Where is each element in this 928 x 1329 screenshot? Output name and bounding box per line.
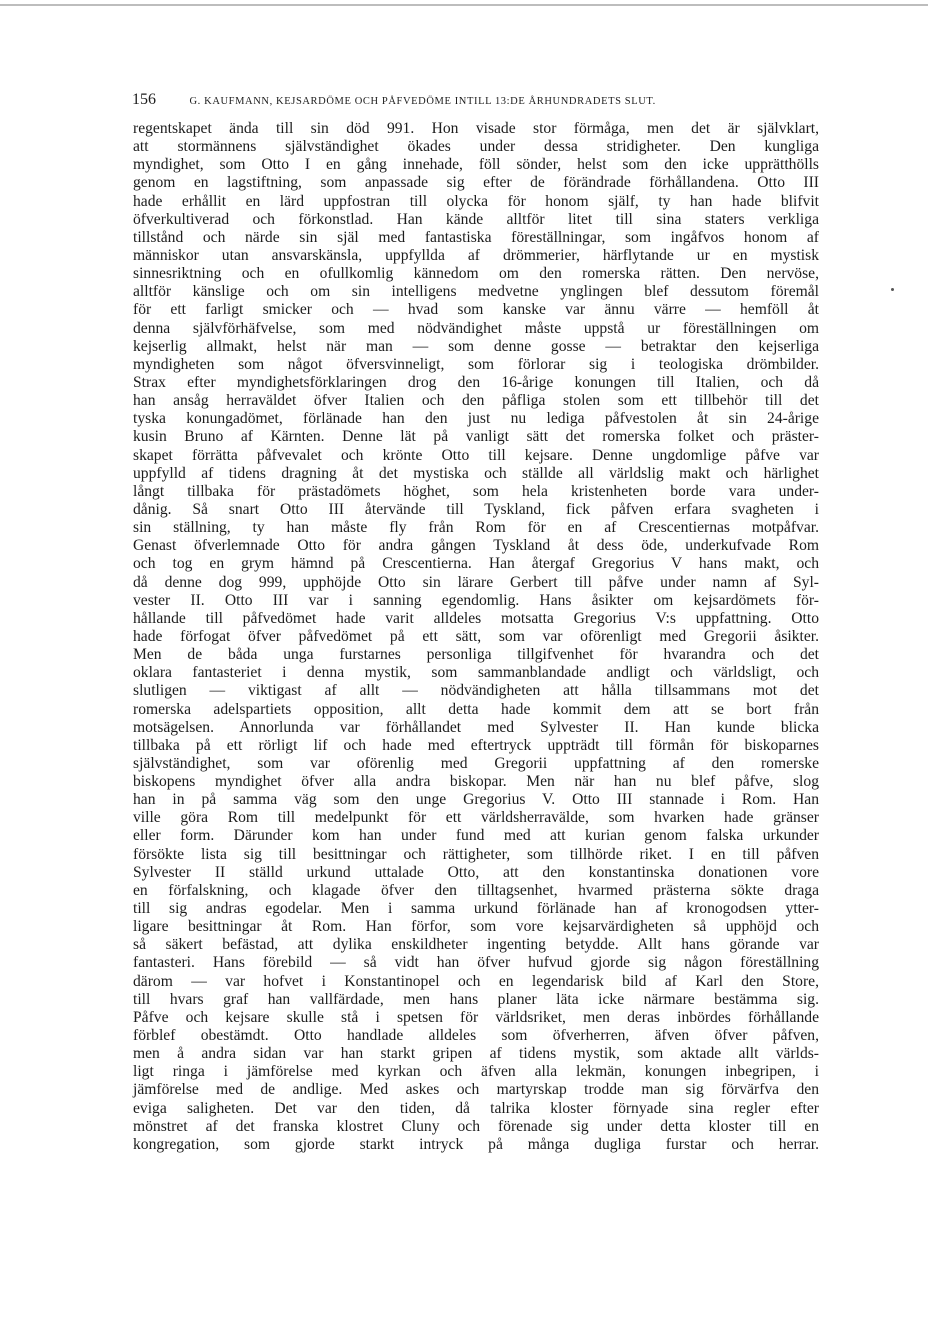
text-line: mönstret af det franska klostret Cluny och förenade sig under detta kloster till en: [133, 1117, 819, 1135]
text-line: denna självförhäfvelse, som med nödvändighet måste uppstå ur föreställningen om: [133, 319, 819, 337]
text-line: tillbaka på ett rörligt lif och hade med eftertryck uppträdt till förmån för biskoparnes: [133, 736, 819, 754]
text-line: tyska konungadömet, förlänade han den just nu lediga påfvestolen åt sin 24-årige: [133, 410, 819, 428]
text-line: för ett farligt smicker och — hvad som kanske var ännu värre — hemföll åt: [133, 301, 819, 319]
text-line: människor utan ansvarskänsla, uppfyllda af drömmerier, härflytande ur en mystisk: [133, 246, 819, 264]
text-line: då denne dog 999, upphöjde Otto sin lärare Gerbert till påfve under namn af Syl-: [133, 573, 819, 591]
text-line: Sylvester II ställd urkund uttalade Otto, att den konstantinska donationen vore: [133, 863, 819, 881]
text-line: romerska adelspartiets opposition, allt detta hade kommit dem att se bort från: [133, 700, 819, 718]
text-line: jämförelse med de andlige. Med askes och martyrskap trodde man sig förvärfva den: [133, 1081, 819, 1099]
text-line: vester II. Otto III var i sanning egendomlig. Hans åsikter om kejsardömets för-: [133, 591, 819, 609]
text-line: slutligen — viktigast af allt — nödvändigheten att hålla tillsammans mot det: [133, 682, 819, 700]
scan-edge-rule: [0, 4, 928, 6]
text-line: han in på samma väg som den unge Gregorius V. Otto III stannade i Rom. Han: [133, 791, 819, 809]
text-line: förblef obestämdt. Otto handlade alldeles som öfverherren, äfven öfver påfven,: [133, 1027, 819, 1045]
text-line: kusin Bruno af Kärnten. Denne lät på vanligt sätt det romerska folket och präster-: [133, 428, 819, 446]
text-line: oklara fantasteriet i denna mystik, som sammanblandade andligt och världsligt, och: [133, 664, 819, 682]
text-line: sinnesriktning och en ofullkomlig kännedom om den romerska rätten. Den nervöse,: [133, 265, 819, 283]
page-number: 156: [132, 91, 156, 108]
text-line: biskopens myndighet öfver alla andra biskopar. Men när han nu blef påfve, slog: [133, 773, 819, 791]
text-line: att stormännens självständighet ökades under dessa stridigheter. Den kungliga: [133, 138, 819, 156]
text-line: långt tillbaka för prästadömets höghet, som hela kristenheten borde vara under-: [133, 482, 819, 500]
text-line: myndighet, som Otto I en gång innehade, föll sönder, helst som den icke upprätthölls: [133, 156, 819, 174]
text-line: öfverkultiverad och förkonstlad. Han kände alltför litet till sina staters verkliga: [133, 210, 819, 228]
text-line: tillstånd och närde sin själ med fantastiska föreställningar, som ingåfvos honom af: [133, 228, 819, 246]
text-line: men å andra sidan var han starkt gripen af tidens mystik, som aktade allt världs-: [133, 1045, 819, 1063]
text-line: uppfylld af tidens dragning åt det mystiska och ställde all världslig makt och härlighet: [133, 464, 819, 482]
text-line: Genast öfverlemnade Otto för andra gången Tyskland åt dess öde, underkufvade Rom: [133, 537, 819, 555]
page-header: [132, 91, 820, 111]
text-line: så säkert befästad, att dylika enskildheter ingenting betydde. Allt hans görande var: [133, 936, 819, 954]
text-line: sin ställning, ty han måste fly från Rom för en af Crescentiernas motpåfvar.: [133, 519, 819, 537]
text-line: kongregation, som gjorde starkt intryck på många dugliga furstar och herrar.: [133, 1135, 819, 1153]
text-line: ligare besittningar åt Rom. Han förfor, som vore kejsarvärdigheten så upphöjd och: [133, 918, 819, 936]
text-line: till sig andras egodelar. Men i samma urkund förlänade han af kronogodsen ytter-: [133, 900, 819, 918]
text-line: fantasteri. Hans förebild — så vidt han öfver hufvud gjorde sig någon föreställning: [133, 954, 819, 972]
text-line: myndigheten som något öfversvinneligt, som förlorar sig i teologiska drömbilder.: [133, 355, 819, 373]
text-line: till hvars graf han vallfärdade, men hans planer läta icke närmare bestämma sig.: [133, 990, 819, 1008]
text-line: och tog en grym hämnd på Crescentierna. Han återgaf Gregorius V hans makt, och: [133, 555, 819, 573]
text-line: ligt ringa i jämförelse med kyrkan och äfven alla lekmän, konungen inbegripen, i: [133, 1063, 819, 1081]
text-line: därom — var hofvet i Konstantinopel och en legendarisk bild af Karl den Store,: [133, 972, 819, 990]
text-line: Strax efter myndighetsförklaringen drog den 16-årige konungen till Italien, och då: [133, 373, 819, 391]
text-line: eviga saligheten. Det var den tiden, då talrika kloster förnyade sina regler efter: [133, 1099, 819, 1117]
text-line: alltför känslige och om sin intelligens medvetne ynglingen blef dessutom föremål: [133, 283, 819, 301]
text-line: försökte lista sig till besittningar och rättigheter, som tillhörde riket. I en till påfven: [133, 845, 819, 863]
text-line: dånig. Så snart Otto III återvände till Tyskland, fick påfven erfara svagheten i: [133, 500, 819, 518]
text-line: genom en lagstiftning, som anpassade sig efter de förändrade förhållandena. Otto III: [133, 174, 819, 192]
body-text: [133, 120, 819, 1154]
text-line: hade förfogat öfver påfvedömet på ett sätt, som var oförenligt med Gregorii åsikter.: [133, 627, 819, 645]
text-line: ville göra Rom till medelpunkt för ett världsherravälde, som hvarken hade gränser: [133, 809, 819, 827]
text-line: skapet förrätta påfvevalet och krönte Otto till kejsare. Denne ungdomlige påfve var: [133, 446, 819, 464]
text-line: en förfalskning, och klagade öfver den tilltagsenhet, hvarmed prästerna sökte draga: [133, 881, 819, 899]
margin-speck: [891, 288, 894, 291]
text-line: Påfve och kejsare skulle stå i spetsen för världsriket, men deras inbördes förhållande: [133, 1008, 819, 1026]
text-line: hållande till påfvedömet hade varit alldeles motsatta Gregorius V:s uppfattning. Otto: [133, 609, 819, 627]
text-line: självständighet, som var oförenlig med Gregorii uppfattning af den romerske: [133, 754, 819, 772]
text-line: kejserlig allmakt, helst när man — som denne gosse — betraktar den kejserliga: [133, 337, 819, 355]
text-line: hade erhållit en lärd uppfostran till olycka för honom själf, ty han hade blifvit: [133, 192, 819, 210]
running-head: G. KAUFMANN, KEJSARDÖME OCH PÅFVEDÖME INTILL 13:DE ÅRHUNDRADETS SLUT.: [189, 96, 656, 107]
text-line: han ansåg herraväldet öfver Italien och den påfliga stolen som ett tillbehör till det: [133, 392, 819, 410]
text-line: regentskapet ända till sin död 991. Hon visade stor förmåga, men det är självklart,: [133, 120, 819, 137]
text-line: Men de båda unga furstarnes personliga tillgifvenhet för hvarandra och det: [133, 646, 819, 664]
text-line: eller form. Därunder kom han under fund med att kurian genom falska urkunder: [133, 827, 819, 845]
text-line: motsägelsen. Annorlunda var förhållandet med Sylvester II. Han kunde blicka: [133, 718, 819, 736]
